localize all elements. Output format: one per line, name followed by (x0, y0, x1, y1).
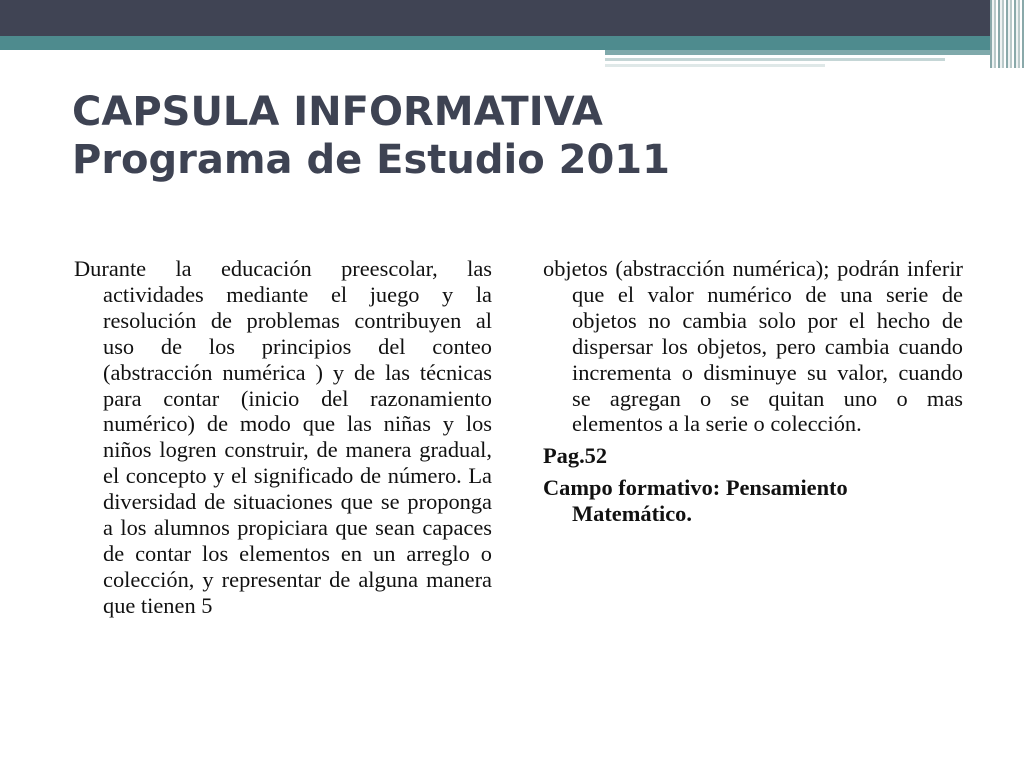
header-accent-line (605, 64, 825, 67)
slide-title (72, 88, 952, 184)
header-stripes-decoration (990, 0, 1024, 68)
header-teal-bar (0, 36, 1024, 50)
header-dark-bar (0, 0, 1024, 36)
left-text-column (74, 256, 492, 619)
header-accent-line (605, 58, 945, 61)
left-paragraph: Durante la educación preescolar, las actividades mediante el juego y la resolución de problemas contribuyen al uso de los principios del conteo (abstracción numérica ) y de las técnicas para contar (inicio del razonamiento numérico) de modo que las niñas y los niños logren construir, de manera gradual, el concepto y el significado de número. La diversidad de situaciones que se proponga a los alumnos propiciara que sean capaces de contar los elementos en un arreglo o colección, y representar de alguna manera que tienen 5 (74, 256, 492, 618)
slide-title-line-2: Programa de Estudio 2011 (72, 137, 670, 183)
slide-title-line-1: CAPSULA INFORMATIVA (72, 89, 603, 135)
right-text-column (543, 256, 963, 527)
page-reference: Pag.52 (543, 443, 608, 469)
header-accent-line (605, 50, 1010, 55)
right-paragraph: objetos (abstracción numérica); podrán inferir que el valor numérico de una serie de objetos no cambia solo por el hecho de dispersar los objetos, pero cambia cuando incrementa o disminuye su valor, cuando se agregan o se quitan uno o mas elementos a la serie o colección. (543, 256, 963, 437)
campo-formativo: Campo formativo: Pensamiento Matemático. (543, 475, 848, 527)
